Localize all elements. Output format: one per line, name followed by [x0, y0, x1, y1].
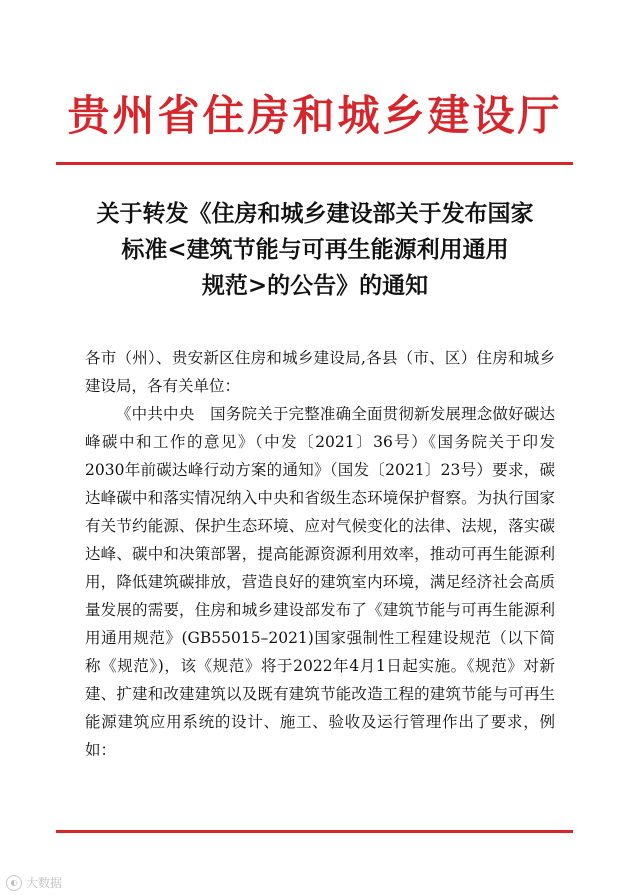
- document-body: [85, 344, 555, 764]
- footer-divider: [56, 830, 573, 833]
- watermark-text: 大数据: [26, 876, 63, 890]
- agency-letterhead: 贵州省住房和城乡建设厅: [67, 91, 563, 140]
- title-line-3: 规范>的公告》的通知: [201, 272, 429, 299]
- title-line-1: 关于转发《住房和城乡建设部关于发布国家: [96, 200, 534, 227]
- document-title: [50, 196, 580, 304]
- title-line-2: 标准<建筑节能与可再生能源利用通用: [121, 236, 509, 263]
- addressee-paragraph: 各市（州）、贵安新区住房和城乡建设局,各县（市、区）住房和城乡建设局，各有关单位：: [85, 349, 555, 395]
- watermark-logo-icon: ◐: [6, 875, 22, 891]
- watermark: [6, 874, 62, 891]
- body-paragraph: 《中共中央 国务院关于完整准确全面贯彻新发展理念做好碳达峰碳中和工作的意见》（中发〔2021〕36号）《国务院关于印发2030年前碳达峰行动方案的通知》（国发〔2021〕23号）要求，碳达峰碳中和落实情况纳入中央和省级生态环境保护督察。为执行国家有关节约能源、保护生态环境、应对气候变化的法律、法规，落实碳达峰、碳中和决策部署，提高能源资源利用效率，推动可再生能源利用，降低建筑碳排放，营造良好的建筑室内环境，满足经济社会高质量发展的需要，住房和城乡建设部发布了《建筑节能与可再生能源利用通用规范》(GB55015–2021)国家强制性工程建设规范（以下简称《规范》)，该《规范》将于2022年4月1日起实施。《规范》对新建、扩建和改建建筑以及既有建筑节能改造工程的建筑节能与可再生能源建筑应用系统的设计、施工、验收及运行管理作出了要求，例如：: [85, 405, 555, 759]
- letterhead-divider: [56, 162, 573, 165]
